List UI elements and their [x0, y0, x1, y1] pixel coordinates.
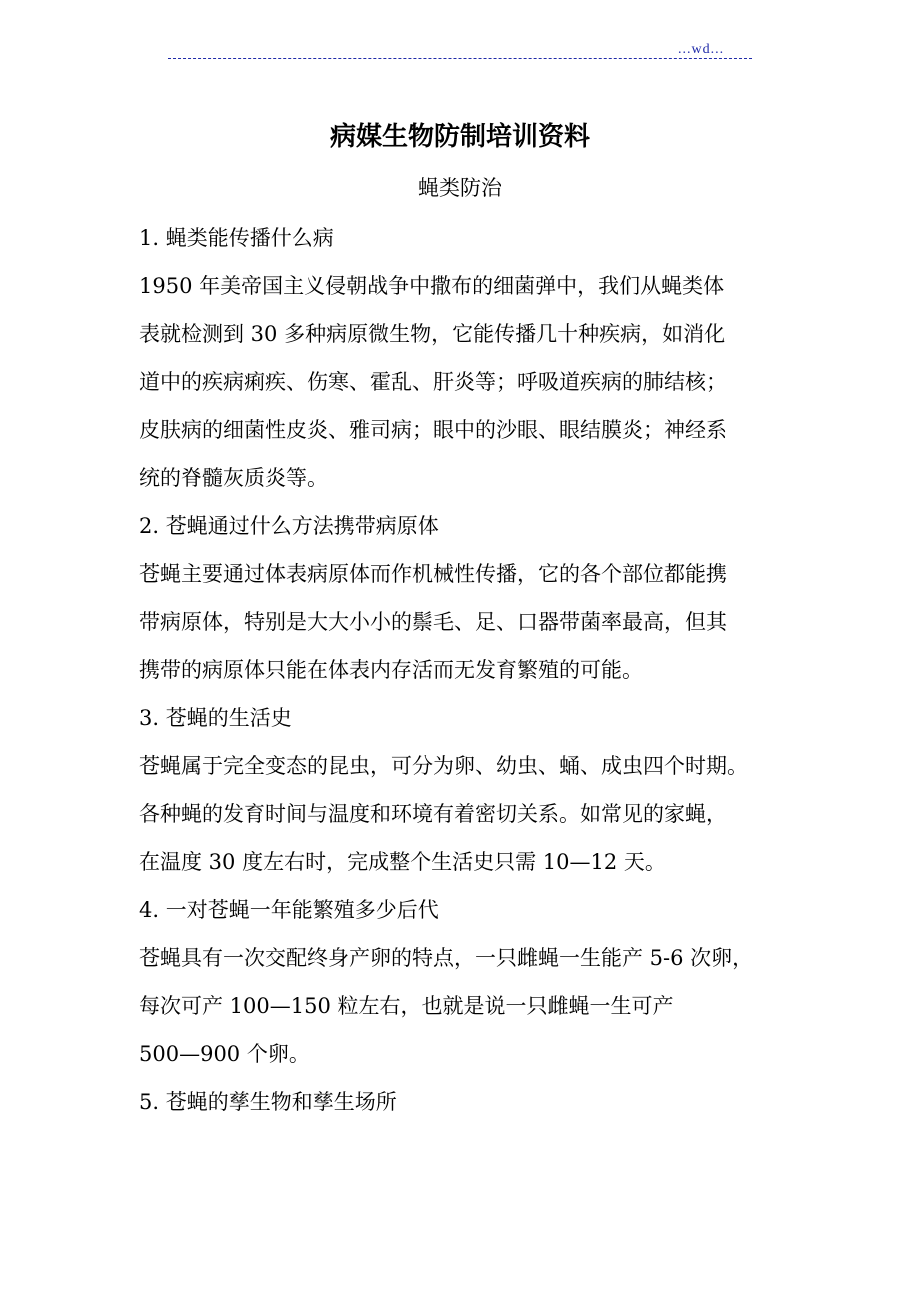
- paragraph-line: 携带的病原体只能在体表内存活而无发育繁殖的可能。: [139, 658, 643, 682]
- section-heading-5: 5. 苍蝇的孳生物和孳生场所: [139, 1090, 397, 1114]
- paragraph-line: 500—900 个卵。: [139, 1042, 310, 1066]
- section-heading-2: 2. 苍蝇通过什么方法携带病原体: [139, 514, 439, 538]
- header-mark: ...wd...: [678, 42, 725, 57]
- paragraph-line: 表就检测到 30 多种病原微生物，它能传播几十种疾病，如消化: [139, 322, 726, 346]
- paragraph-line: 苍蝇主要通过体表病原体而作机械性传播，它的各个部位都能携: [139, 562, 727, 586]
- paragraph-line: 带病原体，特别是大大小小的鬃毛、足、口器带菌率最高，但其: [139, 610, 727, 634]
- section-heading-4: 4. 一对苍蝇一年能繁殖多少后代: [139, 898, 439, 922]
- paragraph-line: 统的脊髓灰质炎等。: [139, 466, 328, 490]
- document-title: 病媒生物防制培训资料: [329, 122, 590, 152]
- header-divider: [168, 58, 752, 59]
- paragraph-line: 在温度 30 度左右时，完成整个生活史只需 10—12 天。: [139, 850, 666, 874]
- paragraph-line: 每次可产 100—150 粒左右，也就是说一只雌蝇一生可产: [139, 994, 674, 1018]
- paragraph-line: 道中的疾病痢疾、伤寒、霍乱、肝炎等；呼吸道疾病的肺结核；: [139, 370, 727, 394]
- paragraph-line: 1950 年美帝国主义侵朝战争中撒布的细菌弹中，我们从蝇类体: [139, 274, 725, 298]
- document-subtitle: 蝇类防治: [418, 176, 502, 200]
- section-heading-3: 3. 苍蝇的生活史: [139, 706, 292, 730]
- paragraph-line: 皮肤病的细菌性皮炎、雅司病；眼中的沙眼、眼结膜炎；神经系: [139, 418, 727, 442]
- paragraph-line: 各种蝇的发育时间与温度和环境有着密切关系。如常见的家蝇，: [139, 802, 727, 826]
- section-heading-1: 1. 蝇类能传播什么病: [139, 226, 334, 250]
- paragraph-line: 苍蝇属于完全变态的昆虫，可分为卵、幼虫、蛹、成虫四个时期。: [139, 754, 748, 778]
- paragraph-line: 苍蝇具有一次交配终身产卵的特点，一只雌蝇一生能产 5-6 次卵，: [139, 946, 754, 970]
